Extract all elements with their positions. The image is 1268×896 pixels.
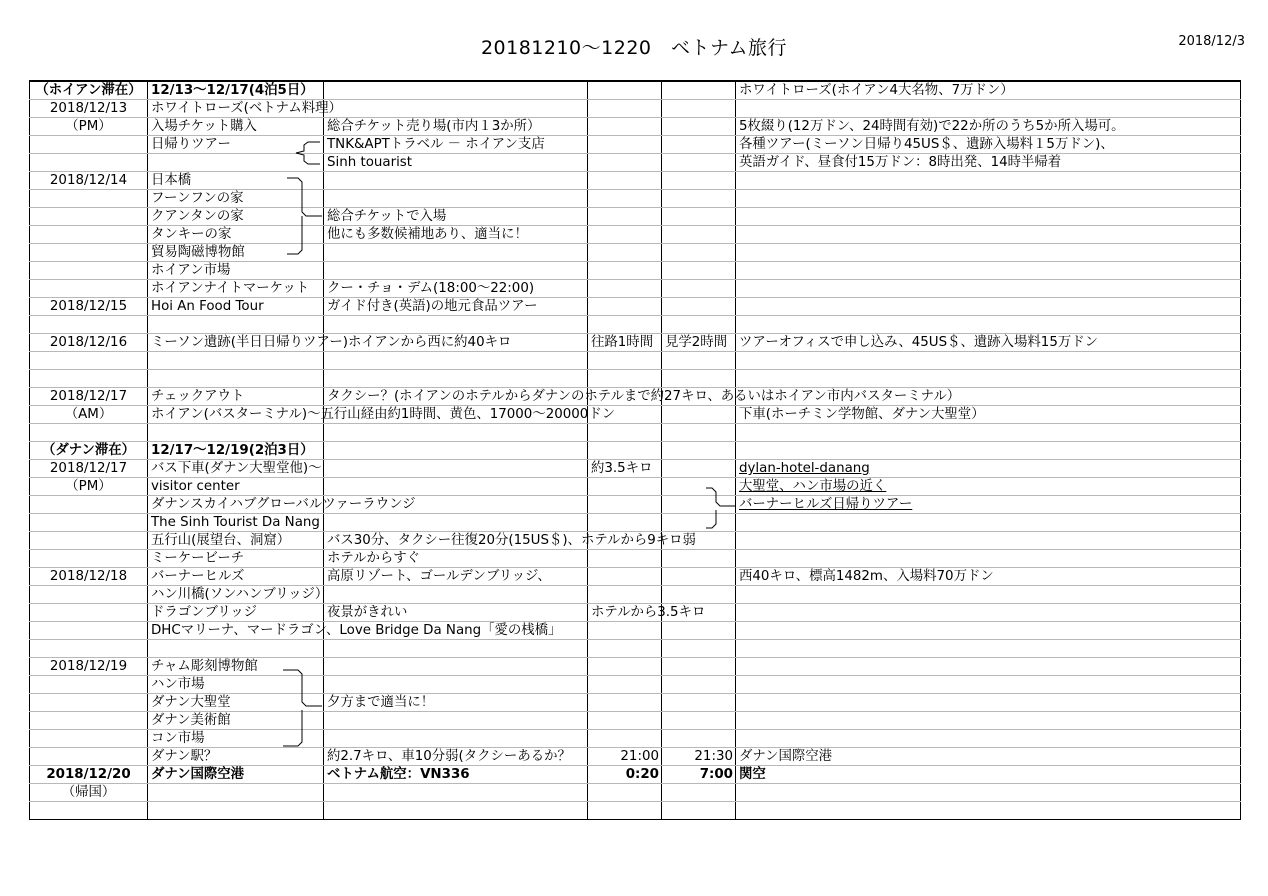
table-cell bbox=[324, 586, 588, 604]
table-cell bbox=[662, 802, 736, 820]
table-cell: visitor center bbox=[148, 478, 324, 496]
table-row bbox=[30, 766, 1241, 784]
table-cell: ベトナム航空：VN336 bbox=[324, 766, 588, 784]
table-cell bbox=[736, 604, 1241, 622]
table-cell bbox=[662, 136, 736, 154]
table-cell: 2018/12/20 bbox=[30, 766, 148, 784]
table-cell: ホワイトローズ(ベトナム料理） bbox=[148, 100, 324, 118]
table-cell bbox=[324, 460, 588, 478]
table-cell bbox=[588, 442, 662, 460]
table-cell bbox=[30, 370, 148, 388]
table-row bbox=[30, 298, 1241, 316]
table-cell: タンキーの家 bbox=[148, 226, 324, 244]
table-cell bbox=[662, 730, 736, 748]
table-cell: 見学2時間 bbox=[662, 334, 736, 352]
table-cell bbox=[324, 802, 588, 820]
table-cell bbox=[588, 622, 662, 640]
table-cell bbox=[324, 352, 588, 370]
table-row bbox=[30, 604, 1241, 622]
table-cell bbox=[588, 802, 662, 820]
table-cell: ダナン駅？ bbox=[148, 748, 324, 766]
table-cell: （ダナン滞在） bbox=[30, 442, 148, 460]
table-cell bbox=[148, 784, 324, 802]
table-cell bbox=[588, 244, 662, 262]
table-cell bbox=[30, 496, 148, 514]
table-cell: ダナン美術館 bbox=[148, 712, 324, 730]
table-cell: チャム彫刻博物館 bbox=[148, 658, 324, 676]
table-cell bbox=[30, 226, 148, 244]
table-cell: 2018/12/13 bbox=[30, 100, 148, 118]
table-cell bbox=[662, 262, 736, 280]
table-cell bbox=[588, 100, 662, 118]
table-cell bbox=[736, 244, 1241, 262]
table-cell bbox=[588, 280, 662, 298]
table-cell: 2018/12/17 bbox=[30, 388, 148, 406]
table-cell: 約2.7キロ、車10分弱(タクシーあるか？ bbox=[324, 748, 588, 766]
table-cell bbox=[148, 154, 324, 172]
table-cell bbox=[588, 514, 662, 532]
table-cell: 夕方まで適当に！ bbox=[324, 694, 588, 712]
table-row bbox=[30, 100, 1241, 118]
table-cell bbox=[736, 694, 1241, 712]
table-cell bbox=[588, 190, 662, 208]
table-cell bbox=[588, 640, 662, 658]
table-cell bbox=[30, 352, 148, 370]
table-cell bbox=[30, 676, 148, 694]
table-cell bbox=[736, 712, 1241, 730]
table-cell: 日本橋 bbox=[148, 172, 324, 190]
table-cell bbox=[662, 100, 736, 118]
table-cell: 2018/12/16 bbox=[30, 334, 148, 352]
table-cell bbox=[324, 478, 588, 496]
table-row bbox=[30, 694, 1241, 712]
table-cell bbox=[588, 496, 662, 514]
table-cell bbox=[30, 208, 148, 226]
table-cell bbox=[324, 316, 588, 334]
table-row bbox=[30, 334, 1241, 352]
table-row bbox=[30, 262, 1241, 280]
table-cell: 2018/12/17 bbox=[30, 460, 148, 478]
table-cell bbox=[148, 802, 324, 820]
table-cell bbox=[30, 532, 148, 550]
table-cell: 2018/12/15 bbox=[30, 298, 148, 316]
table-cell bbox=[736, 316, 1241, 334]
table-cell: 12/17〜12/19(2泊3日） bbox=[148, 442, 324, 460]
table-cell bbox=[324, 244, 588, 262]
table-cell bbox=[662, 514, 736, 532]
table-cell: タクシー？(ホイアンのホテルからダナンのホテルまで約27キロ、あるいはホイアン市内バスターミナル） bbox=[324, 388, 588, 406]
table-cell: 西40キロ、標高1482m、入場料70万ドン bbox=[736, 568, 1241, 586]
table-cell: 他にも多数候補地あり、適当に！ bbox=[324, 226, 588, 244]
table-cell: ホテルからすぐ bbox=[324, 550, 588, 568]
table-row bbox=[30, 388, 1241, 406]
table-cell bbox=[30, 550, 148, 568]
table-cell bbox=[588, 262, 662, 280]
table-row bbox=[30, 658, 1241, 676]
table-cell bbox=[662, 352, 736, 370]
table-cell bbox=[30, 136, 148, 154]
table-row bbox=[30, 136, 1241, 154]
table-cell bbox=[588, 370, 662, 388]
table-cell bbox=[736, 208, 1241, 226]
table-cell: 五行山(展望台、洞窟） bbox=[148, 532, 324, 550]
table-cell bbox=[324, 784, 588, 802]
table-cell bbox=[324, 172, 588, 190]
table-cell bbox=[324, 712, 588, 730]
table-cell: DHCマリーナ、マードラゴン、Love Bridge Da Nang「愛の桟橋」 bbox=[148, 622, 324, 640]
table-cell bbox=[30, 640, 148, 658]
table-cell: 約3.5キロ bbox=[588, 460, 662, 478]
table-cell: 入場チケット購入 bbox=[148, 118, 324, 136]
table-cell: 関空 bbox=[736, 766, 1241, 784]
table-cell bbox=[662, 550, 736, 568]
table-cell bbox=[662, 460, 736, 478]
table-cell: （AM） bbox=[30, 406, 148, 424]
document-date: 2018/12/3 bbox=[1178, 34, 1245, 49]
table-cell: 2018/12/14 bbox=[30, 172, 148, 190]
table-cell bbox=[662, 640, 736, 658]
table-cell: （帰国） bbox=[30, 784, 148, 802]
table-cell bbox=[662, 244, 736, 262]
table-cell bbox=[588, 586, 662, 604]
table-cell bbox=[736, 262, 1241, 280]
table-row bbox=[30, 316, 1241, 334]
table-cell bbox=[324, 442, 588, 460]
table-cell bbox=[324, 730, 588, 748]
table-row bbox=[30, 802, 1241, 820]
table-row bbox=[30, 370, 1241, 388]
table-cell bbox=[736, 172, 1241, 190]
table-row bbox=[30, 568, 1241, 586]
table-row bbox=[30, 478, 1241, 496]
table-cell: 2018/12/18 bbox=[30, 568, 148, 586]
itinerary-body bbox=[30, 81, 1241, 820]
table-cell bbox=[588, 784, 662, 802]
table-cell: 21:30 bbox=[662, 748, 736, 766]
table-cell bbox=[662, 424, 736, 442]
table-cell bbox=[736, 784, 1241, 802]
table-cell: ハン川橋(ソンハンブリッジ） bbox=[148, 586, 324, 604]
table-cell bbox=[588, 730, 662, 748]
table-row bbox=[30, 622, 1241, 640]
table-cell: バーナーヒルズ bbox=[148, 568, 324, 586]
table-cell bbox=[662, 478, 736, 496]
table-cell bbox=[736, 586, 1241, 604]
table-cell bbox=[588, 568, 662, 586]
table-cell: Sinh touarist bbox=[324, 154, 588, 172]
table-row bbox=[30, 118, 1241, 136]
table-cell: 日帰りツアー bbox=[148, 136, 324, 154]
table-row bbox=[30, 586, 1241, 604]
table-cell: 総合チケット売り場(市内１3か所） bbox=[324, 118, 588, 136]
table-cell bbox=[736, 532, 1241, 550]
table-row bbox=[30, 640, 1241, 658]
table-cell: （PM） bbox=[30, 118, 148, 136]
table-cell bbox=[30, 802, 148, 820]
table-cell bbox=[324, 658, 588, 676]
table-cell: バス30分、タクシー往復20分(15US＄)、ホテルから9キロ弱 bbox=[324, 532, 588, 550]
table-cell bbox=[736, 622, 1241, 640]
table-cell bbox=[30, 154, 148, 172]
table-cell bbox=[736, 514, 1241, 532]
table-cell bbox=[324, 424, 588, 442]
table-cell bbox=[588, 424, 662, 442]
table-cell bbox=[148, 370, 324, 388]
table-cell bbox=[662, 694, 736, 712]
table-cell: 21:00 bbox=[588, 748, 662, 766]
table-cell bbox=[662, 172, 736, 190]
itinerary-table bbox=[29, 80, 1241, 820]
table-cell bbox=[30, 748, 148, 766]
table-cell: 貿易陶磁博物館 bbox=[148, 244, 324, 262]
table-cell bbox=[588, 208, 662, 226]
table-cell bbox=[662, 658, 736, 676]
table-cell bbox=[588, 550, 662, 568]
table-cell bbox=[662, 190, 736, 208]
table-cell bbox=[662, 568, 736, 586]
table-cell: ホイアン(バスターミナル)〜五行山経由約1時間、黄色、17000〜20000ドン bbox=[148, 406, 324, 424]
table-cell bbox=[30, 586, 148, 604]
table-cell: ハン市場 bbox=[148, 676, 324, 694]
table-cell bbox=[662, 676, 736, 694]
table-cell bbox=[662, 370, 736, 388]
table-cell: ダナン国際空港 bbox=[736, 748, 1241, 766]
table-cell bbox=[662, 316, 736, 334]
table-cell bbox=[30, 190, 148, 208]
table-cell: バス下車(ダナン大聖堂他)〜 bbox=[148, 460, 324, 478]
table-cell bbox=[662, 406, 736, 424]
table-row bbox=[30, 208, 1241, 226]
table-cell: dylan-hotel-danang bbox=[736, 460, 1241, 478]
table-row bbox=[30, 424, 1241, 442]
table-cell: 7:00 bbox=[662, 766, 736, 784]
table-row bbox=[30, 748, 1241, 766]
table-cell: 総合チケットで入場 bbox=[324, 208, 588, 226]
table-cell bbox=[736, 442, 1241, 460]
table-cell bbox=[324, 100, 588, 118]
table-cell: 英語ガイド、昼食付15万ドン：8時出発、14時半帰着 bbox=[736, 154, 1241, 172]
table-cell bbox=[662, 784, 736, 802]
table-cell bbox=[662, 280, 736, 298]
table-cell bbox=[662, 622, 736, 640]
table-cell bbox=[324, 190, 588, 208]
table-cell bbox=[736, 190, 1241, 208]
table-cell: ミーソン遺跡(半日日帰りツアー)ホイアンから西に約40キロ bbox=[148, 334, 324, 352]
table-cell bbox=[30, 712, 148, 730]
table-cell bbox=[736, 352, 1241, 370]
table-cell: バーナーヒルズ日帰りツアー bbox=[736, 496, 1241, 514]
table-row bbox=[30, 532, 1241, 550]
table-cell bbox=[662, 208, 736, 226]
table-row bbox=[30, 712, 1241, 730]
table-row bbox=[30, 154, 1241, 172]
table-cell: 往路1時間 bbox=[588, 334, 662, 352]
table-row bbox=[30, 190, 1241, 208]
table-row bbox=[30, 514, 1241, 532]
table-cell: ガイド付き(英語)の地元食品ツアー bbox=[324, 298, 588, 316]
table-cell bbox=[736, 640, 1241, 658]
table-cell bbox=[662, 226, 736, 244]
table-row bbox=[30, 352, 1241, 370]
table-cell: 下車(ホーチミン学物館、ダナン大聖堂） bbox=[736, 406, 1241, 424]
table-cell bbox=[588, 712, 662, 730]
table-cell: ホテルから3.5キロ bbox=[588, 604, 662, 622]
table-cell bbox=[736, 370, 1241, 388]
table-cell bbox=[736, 226, 1241, 244]
table-cell bbox=[736, 802, 1241, 820]
table-cell bbox=[736, 424, 1241, 442]
table-cell bbox=[324, 640, 588, 658]
table-cell bbox=[588, 226, 662, 244]
table-cell: ホワイトローズ(ホイアン4大名物、7万ドン） bbox=[736, 81, 1241, 100]
table-cell bbox=[588, 154, 662, 172]
table-cell bbox=[324, 370, 588, 388]
table-cell bbox=[588, 658, 662, 676]
table-cell: ダナン大聖堂 bbox=[148, 694, 324, 712]
table-cell bbox=[662, 496, 736, 514]
table-cell: The Sinh Tourist Da Nang bbox=[148, 514, 324, 532]
table-row bbox=[30, 676, 1241, 694]
table-cell bbox=[148, 352, 324, 370]
table-cell: 各種ツアー(ミーソン日帰り45US＄、遺跡入場料１5万ドン)、 bbox=[736, 136, 1241, 154]
table-cell bbox=[662, 154, 736, 172]
table-cell: ミーケービーチ bbox=[148, 550, 324, 568]
table-cell bbox=[588, 118, 662, 136]
table-cell bbox=[736, 550, 1241, 568]
table-cell: チェックアウト bbox=[148, 388, 324, 406]
table-cell bbox=[324, 81, 588, 100]
table-row bbox=[30, 496, 1241, 514]
table-cell: クー・チョ・デム(18:00〜22:00) bbox=[324, 280, 588, 298]
table-cell: TNK&APTトラベル － ホイアン支店 bbox=[324, 136, 588, 154]
table-cell bbox=[30, 514, 148, 532]
table-cell bbox=[324, 262, 588, 280]
table-cell: ツアーオフィスで申し込み、45US＄、遺跡入場料15万ドン bbox=[736, 334, 1241, 352]
page-title: 20181210〜1220 ベトナム旅行 bbox=[480, 37, 788, 59]
table-cell bbox=[588, 172, 662, 190]
table-row bbox=[30, 550, 1241, 568]
table-cell bbox=[30, 730, 148, 748]
table-cell bbox=[588, 298, 662, 316]
table-cell: ダナン国際空港 bbox=[148, 766, 324, 784]
table-cell bbox=[148, 640, 324, 658]
table-cell bbox=[736, 100, 1241, 118]
table-cell bbox=[30, 244, 148, 262]
table-cell: （ホイアン滞在） bbox=[30, 81, 148, 100]
table-row bbox=[30, 226, 1241, 244]
table-cell bbox=[588, 478, 662, 496]
table-cell: 高原リゾート、ゴールデンブリッジ、 bbox=[324, 568, 588, 586]
table-cell: ホイアン市場 bbox=[148, 262, 324, 280]
table-cell bbox=[588, 352, 662, 370]
table-cell: ダナンスカイハブグローバルツァーラウンジ bbox=[148, 496, 324, 514]
table-cell: ドラゴンブリッジ bbox=[148, 604, 324, 622]
table-cell bbox=[324, 514, 588, 532]
table-cell: 大聖堂、ハン市場の近く bbox=[736, 478, 1241, 496]
table-cell bbox=[662, 81, 736, 100]
table-cell bbox=[662, 298, 736, 316]
table-cell bbox=[736, 658, 1241, 676]
table-cell bbox=[588, 81, 662, 100]
table-cell: 5枚綴り(12万ドン、24時間有効)で22か所のうち5か所入場可。 bbox=[736, 118, 1241, 136]
table-cell bbox=[736, 280, 1241, 298]
table-cell bbox=[662, 712, 736, 730]
table-row bbox=[30, 280, 1241, 298]
table-cell bbox=[30, 694, 148, 712]
table-cell bbox=[30, 424, 148, 442]
table-cell: （PM） bbox=[30, 478, 148, 496]
table-row bbox=[30, 172, 1241, 190]
table-cell: クアンタンの家 bbox=[148, 208, 324, 226]
table-row bbox=[30, 81, 1241, 100]
table-row bbox=[30, 460, 1241, 478]
table-cell bbox=[588, 676, 662, 694]
table-cell bbox=[30, 280, 148, 298]
table-cell bbox=[736, 730, 1241, 748]
table-cell: 2018/12/19 bbox=[30, 658, 148, 676]
table-cell bbox=[736, 298, 1241, 316]
table-row bbox=[30, 730, 1241, 748]
table-cell bbox=[30, 622, 148, 640]
table-cell bbox=[588, 694, 662, 712]
table-cell: Hoi An Food Tour bbox=[148, 298, 324, 316]
table-cell bbox=[324, 676, 588, 694]
table-cell: 0:20 bbox=[588, 766, 662, 784]
table-row bbox=[30, 784, 1241, 802]
table-cell bbox=[30, 604, 148, 622]
table-cell bbox=[30, 316, 148, 334]
table-row bbox=[30, 244, 1241, 262]
table-cell bbox=[662, 442, 736, 460]
table-cell bbox=[148, 316, 324, 334]
table-cell: 夜景がきれい bbox=[324, 604, 588, 622]
table-cell bbox=[30, 262, 148, 280]
table-cell bbox=[588, 136, 662, 154]
table-cell: コン市場 bbox=[148, 730, 324, 748]
table-row bbox=[30, 442, 1241, 460]
table-cell: 12/13〜12/17(4泊5日） bbox=[148, 81, 324, 100]
table-cell bbox=[662, 586, 736, 604]
table-cell bbox=[588, 316, 662, 334]
table-cell: ホイアンナイトマーケット bbox=[148, 280, 324, 298]
table-row bbox=[30, 406, 1241, 424]
table-cell: フーンフンの家 bbox=[148, 190, 324, 208]
table-cell bbox=[736, 676, 1241, 694]
table-cell bbox=[148, 424, 324, 442]
table-cell bbox=[662, 118, 736, 136]
